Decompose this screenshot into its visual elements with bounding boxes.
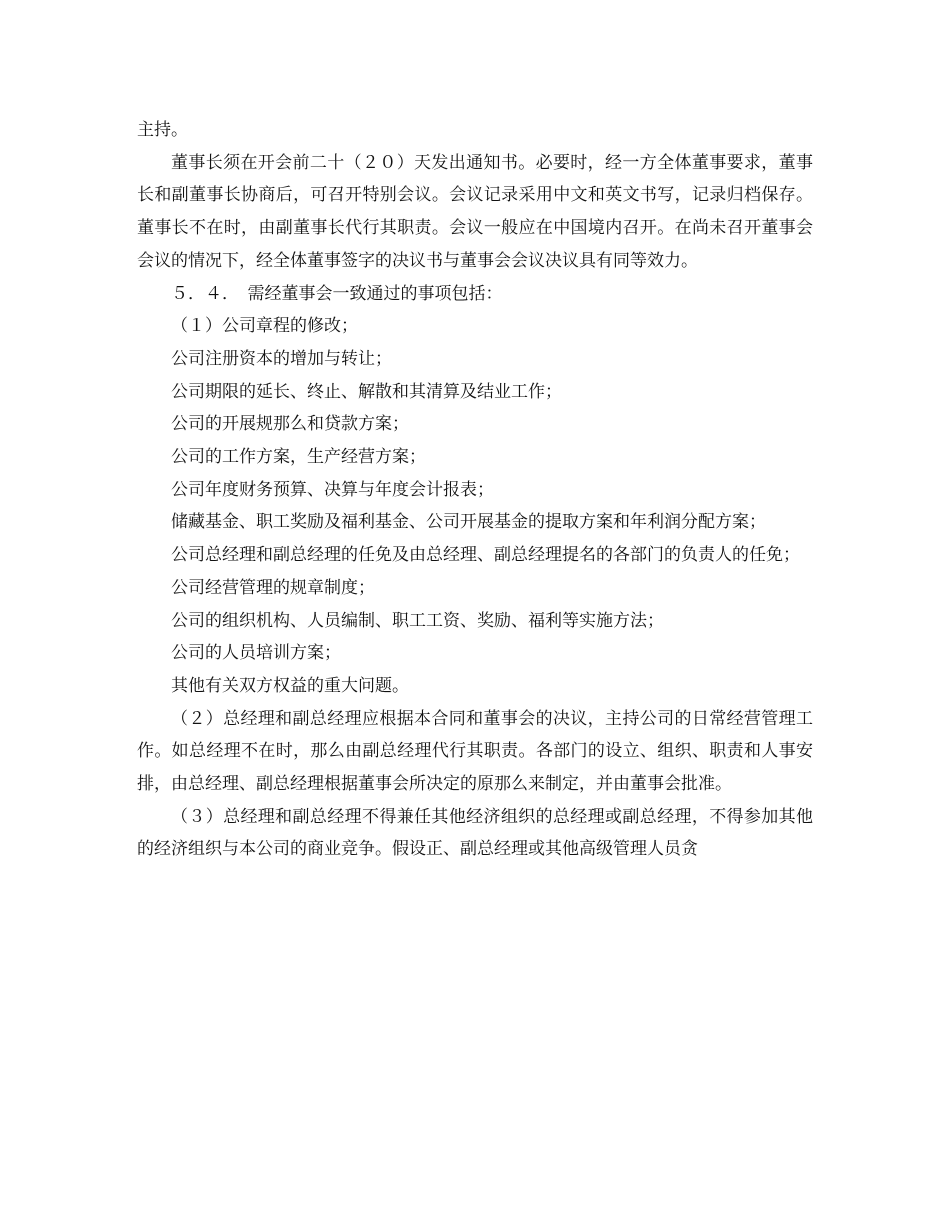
list-item-development-plan: 公司的开展规那么和贷款方案；	[171, 414, 409, 435]
list-item-annual-budget: 公司年度财务预算、决算与年度会计报表；	[171, 479, 494, 500]
paragraph-board-meeting-notice: 董事长须在开会前二十（２０）天发出通知书。必要时，经一方全体董事要求，董事长和副董事长协商后，可召开特别会议。会议记录采用中文和英文书写，记录归档保存。董事长不在时，由副董事长代行其职责。会议一般应在中国境内召开。在尚未召开董事会会议的情况下，经全体董事签字的决议书与董事会会议决议具有同等效力。	[137, 152, 813, 271]
paragraph-continuation: 主持。	[137, 120, 188, 140]
list-item-management-rules: 公司经营管理的规章制度；	[171, 577, 375, 598]
list-item-manager-appointment: 公司总经理和副总经理的任免及由总经理、副总经理提名的各部门的负责人的任免；	[171, 545, 800, 566]
paragraph-general-manager-restrictions: （３）总经理和副总经理不得兼任其他经济组织的总经理或副总经理，不得参加其他的经济组织与本公司的商业竞争。假设正、副总经理或其他高级管理人员贪	[137, 806, 813, 860]
list-item-training-plan: 公司的人员培训方案；	[171, 643, 341, 664]
list-item-work-plan: 公司的工作方案，生产经营方案；	[171, 447, 426, 468]
list-item-registered-capital: 公司注册资本的增加与转让；	[171, 348, 392, 369]
list-item-company-term: 公司期限的延长、终止、解散和其清算及结业工作；	[171, 381, 562, 402]
document-body	[137, 114, 813, 866]
list-item-organization: 公司的组织机构、人员编制、职工工资、奖励、福利等实施方法；	[171, 610, 664, 631]
list-item-reserve-funds: 储藏基金、职工奖励及福利基金、公司开展基金的提取方案和年利润分配方案；	[171, 512, 766, 533]
section-heading-5-4: ５．４． 需经董事会一致通过的事项包括：	[171, 283, 503, 304]
list-item-other-issues: 其他有关双方权益的重大问题。	[171, 675, 409, 696]
paragraph-general-manager-duties: （２）总经理和副总经理应根据本合同和董事会的决议，主持公司的日常经营管理工作。如总经理不在时，那么由副总经理代行其职责。各部门的设立、组织、职责和人事安排，由总经理、副总经理根据董事会所决定的原那么来制定，并由董事会批准。	[137, 708, 813, 795]
list-item-articles-amendment: （１）公司章程的修改；	[171, 316, 358, 337]
